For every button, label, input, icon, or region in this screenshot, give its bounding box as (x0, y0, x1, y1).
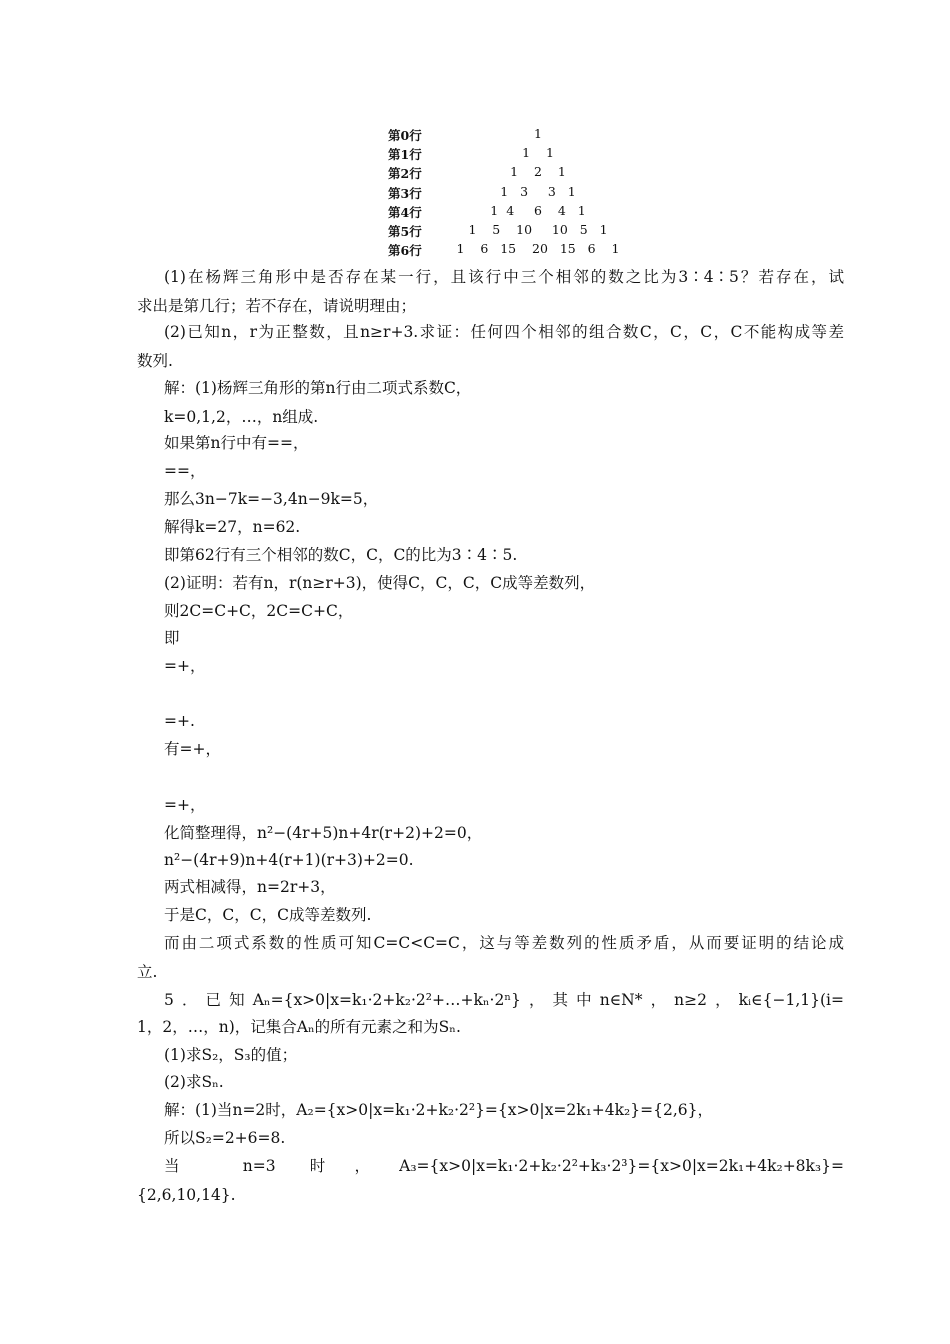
proof-line: 立. (137, 963, 158, 981)
problem-5-solution-line: 当 n=3 时，A₃={x>0|x=k₁·2+k₂·2²+k₃·2³}={x>0|x=2k₁+4k₂+8k₃}= (164, 1157, 844, 1175)
row-numbers: 1 2 1 (510, 164, 566, 180)
solution-line: 那么3n−7k=−3,4n−9k=5， (164, 490, 379, 508)
row-numbers: 1 5 10 10 5 1 (468, 221, 608, 237)
proof-line: 有=+， (164, 740, 221, 758)
triangle-row (388, 241, 628, 260)
triangle-row (388, 145, 628, 164)
proof-line: 即 (164, 629, 180, 647)
problem-5-line: 1，2，…，n)，记集合Aₙ的所有元素之和为Sₙ. (137, 1018, 461, 1036)
proof-line: 而由二项式系数的性质可知C=C<C=C，这与等差数列的性质矛盾，从而要证明的结论成 (164, 934, 844, 952)
row-label: 第3行 (388, 185, 422, 201)
solution-line: k=0,1,2，…，n组成. (164, 408, 319, 426)
proof-line: =+. (164, 712, 195, 730)
proof-line: 则2C=C+C，2C=C+C， (164, 602, 354, 620)
proof-line: =+， (164, 796, 206, 814)
row-label: 第6行 (388, 243, 422, 259)
proof-line: (2)证明：若有n，r(n≥r+3)，使得C，C，C，C成等差数列， (164, 574, 596, 592)
question-1-line: (1)在杨辉三角形中是否存在某一行，且该行中三个相邻的数之比为3∶4∶5？若存在，试 (164, 268, 844, 286)
problem-5-solution-line: 解：(1)当n=2时，A₂={x>0|x=k₁·2+k₂·2²}={x>0|x=2k₁+4k₂}={2,6}， (164, 1101, 713, 1119)
row-numbers: 1 3 3 1 (500, 183, 576, 199)
triangle-row (388, 222, 628, 241)
problem-5-line: (2)求Sₙ. (164, 1073, 224, 1091)
row-numbers: 1 4 6 4 1 (490, 202, 586, 218)
proof-line: 于是C，C，C，C成等差数列. (164, 906, 372, 924)
proof-line: =+， (164, 657, 206, 675)
question-1-line: 求出是第几行；若不存在，请说明理由； (137, 297, 417, 315)
row-label: 第4行 (388, 204, 422, 220)
proof-line: 两式相减得，n=2r+3， (164, 878, 336, 896)
row-numbers: 1 1 (522, 145, 554, 161)
problem-5-line: 5．已知Aₙ={x>0|x=k₁·2+k₂·2²+…+kₙ·2ⁿ}，其中n∈N*，n≥2，kᵢ∈{−1,1}(i= (164, 991, 844, 1009)
problem-5-solution-line: 所以S₂=2+6=8. (164, 1129, 286, 1147)
proof-line: n²−(4r+9)n+4(r+1)(r+3)+2=0. (164, 851, 414, 869)
proof-line: 化简整理得，n²−(4r+5)n+4r(r+2)+2=0， (164, 824, 483, 842)
row-label: 第2行 (388, 166, 422, 182)
triangle-row (388, 203, 628, 222)
row-label: 第5行 (388, 223, 422, 239)
solution-line: 如果第n行中有==， (164, 434, 309, 452)
question-2-line: 数列. (137, 352, 173, 370)
triangle-row (388, 164, 628, 183)
row-numbers: 1 6 15 20 15 6 1 (456, 241, 620, 257)
problem-5-solution-line: {2,6,10,14}. (137, 1186, 236, 1204)
solution-line: 解得k=27，n=62. (164, 518, 301, 536)
triangle-row (388, 184, 628, 203)
problem-5-line: (1)求S₂，S₃的值； (164, 1046, 298, 1064)
triangle-row (388, 126, 628, 145)
solution-line: 解：(1)杨辉三角形的第n行由二项式系数C， (164, 379, 472, 397)
question-2-line: (2)已知n，r为正整数，且n≥r+3.求证：任何四个相邻的组合数C，C，C，C不能构成等差 (164, 323, 844, 341)
yang-hui-triangle (388, 126, 628, 260)
row-label: 第1行 (388, 147, 422, 163)
solution-line: 即第62行有三个相邻的数C，C，C的比为3∶4∶5. (164, 546, 518, 564)
solution-line: ==， (164, 462, 206, 480)
row-numbers: 1 (534, 126, 542, 141)
row-label: 第0行 (388, 128, 422, 143)
